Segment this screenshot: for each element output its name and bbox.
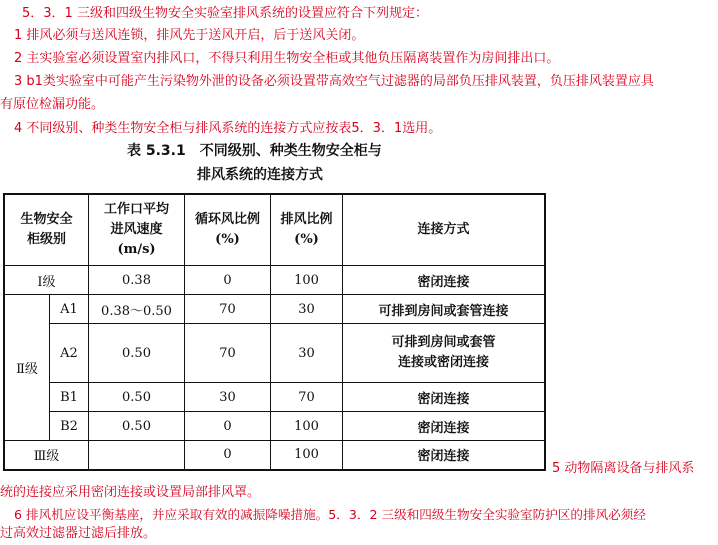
cell-sub: B1 (50, 383, 89, 412)
cell-recirc: 70 (185, 324, 271, 383)
table-row (4, 324, 545, 383)
cell-speed: 0.50 (89, 324, 185, 383)
item-1: 1 排风必须与送风连锁，排风先于送风开启，后于送风关闭。 (14, 28, 365, 43)
item-3: 3 b1类实验室中可能产生污染物外泄的设备必须设置带高效空气过滤器的局部负压排风装置，负压排风装置应具 (14, 74, 654, 89)
header-speed-line3: (m/s) (117, 242, 156, 257)
header-exhaust-line2: (%) (294, 232, 319, 247)
header-speed-line2: 进风速度 (110, 222, 163, 237)
cell-connection-line1: 可排到房间或套管 (391, 335, 496, 350)
cell-exhaust: 100 (271, 441, 343, 470)
cell-recirc: 0 (185, 266, 271, 295)
header-speed (89, 194, 185, 266)
item-5: 5 动物隔离设备与排风系 (552, 461, 695, 476)
cell-speed: 0.38～0.50 (89, 295, 185, 324)
cell-exhaust: 30 (271, 324, 343, 383)
cell-recirc: 30 (185, 383, 271, 412)
cell-speed: 0.50 (89, 412, 185, 441)
header-connection: 连接方式 (343, 194, 546, 266)
header-speed-line1: 工作口平均 (103, 202, 169, 217)
header-level-line1: 生物安全 (20, 212, 73, 227)
cell-connection: 密闭连接 (343, 266, 546, 295)
cell-exhaust: 100 (271, 266, 343, 295)
cell-sub: A2 (50, 324, 89, 383)
header-exhaust (271, 194, 343, 266)
cell-speed: 0.50 (89, 383, 185, 412)
item-3-cont: 有原位检漏功能。 (0, 97, 105, 112)
header-level (4, 194, 89, 266)
header-recirc-line1: 循环风比例 (194, 212, 260, 227)
cell-sub: A1 (50, 295, 89, 324)
table-row (4, 295, 545, 324)
item-4: 4 不同级别、种类生物安全柜与排风系统的连接方式应按表5．3．1选用。 (14, 121, 442, 136)
cell-connection: 密闭连接 (343, 412, 546, 441)
cell-speed (89, 441, 185, 470)
clause-5-3-1: 5．3．1 三级和四级生物安全实验室排风系统的设置应符合下列规定： (22, 6, 428, 21)
cell-connection: 可排到房间或套管连接 (343, 295, 546, 324)
connection-table (3, 193, 546, 471)
table-header-row (4, 194, 545, 266)
cell-connection: 密闭连接 (343, 383, 546, 412)
header-recirc-line2: (%) (215, 232, 240, 247)
table-row (4, 441, 545, 470)
cell-recirc: 0 (185, 441, 271, 470)
header-level-line2: 柜级别 (26, 232, 66, 247)
cell-connection (343, 324, 546, 383)
item-5-cont: 统的连接应采用密闭连接或设置局部排风罩。 (0, 485, 261, 500)
table-caption-line2: 排风系统的连接方式 (197, 167, 323, 183)
cell-exhaust: 30 (271, 295, 343, 324)
cell-level: Ⅲ级 (4, 441, 89, 470)
cell-recirc: 0 (185, 412, 271, 441)
cell-connection: 密闭连接 (343, 441, 546, 470)
cell-connection-line2: 连接或密闭连接 (397, 355, 489, 370)
cell-recirc: 70 (185, 295, 271, 324)
cell-level: Ⅰ级 (4, 266, 89, 295)
table-row (4, 412, 545, 441)
item-2: 2 主实验室必须设置室内排风口，不得只利用生物安全柜或其他负压隔离装置作为房间排出口。 (14, 51, 560, 66)
clause-5-3-2-cont: 过高效过滤器过滤后排放。 (0, 526, 157, 541)
cell-level: Ⅱ级 (4, 295, 50, 441)
table-row (4, 383, 545, 412)
header-exhaust-line1: 排风比例 (280, 212, 333, 227)
cell-speed: 0.38 (89, 266, 185, 295)
cell-exhaust: 100 (271, 412, 343, 441)
header-recirc (185, 194, 271, 266)
item-6-clause-5-3-2: 6 排风机应设平衡基座，并应采取有效的减振降噪措施。5．3．2 三级和四级生物安全实验室防护区的排风必须经 (14, 507, 646, 522)
cell-exhaust: 70 (271, 383, 343, 412)
table-caption-line1: 表 5.3.1 不同级别、种类生物安全柜与 (127, 143, 382, 159)
cell-sub: B2 (50, 412, 89, 441)
table-row (4, 266, 545, 295)
